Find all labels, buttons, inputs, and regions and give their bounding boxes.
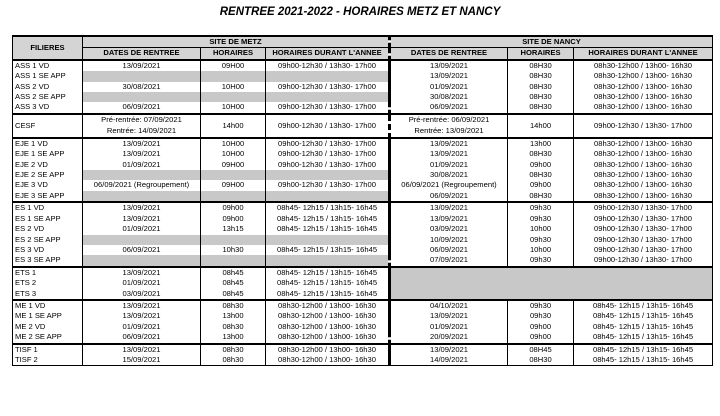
metz-date-cell [83, 114, 201, 138]
metz-date-cell: 13/09/2021 [83, 60, 201, 71]
filiere-cell: ME 1 VD [13, 300, 83, 311]
metz-annee-cell: 08h45- 12h15 / 13h15- 16h45 [266, 214, 390, 224]
metz-annee-cell: 09h00-12h30 / 13h30- 17h00 [266, 82, 390, 92]
nancy-annee-cell: 08h45- 12h15 / 13h15- 16h45 [574, 311, 713, 321]
nancy-annee-cell: 09h00-12h30 / 13h30- 17h00 [574, 235, 713, 245]
metz-annee-cell: 09h00-12h30 / 13h30- 17h00 [266, 138, 390, 149]
header-nancy-annee: HORAIRES DURANT L'ANNEE [574, 48, 713, 60]
nancy-date-cell: 13/09/2021 [390, 311, 508, 321]
header-filieres: FILIERES [13, 36, 83, 60]
filiere-cell: ES 2 VD [13, 224, 83, 234]
nancy-date-cell: 13/09/2021 [390, 202, 508, 213]
nancy-date-cell: 01/09/2021 [390, 160, 508, 170]
row-group [13, 60, 713, 114]
schedule-table [12, 35, 713, 366]
table-row [13, 180, 713, 190]
nancy-horaire-cell: 08H30 [508, 92, 574, 102]
filiere-cell: EJE 3 SE APP [13, 191, 83, 202]
table-row [13, 191, 713, 202]
header-metz-dates: DATES DE RENTREE [83, 48, 201, 60]
table-row [13, 82, 713, 92]
nancy-horaire-cell: 09h30 [508, 311, 574, 321]
nancy-annee-cell: 08h30-12h00 / 13h00- 16h30 [574, 180, 713, 190]
nancy-horaire-cell: 08H30 [508, 170, 574, 180]
nancy-horaire-cell: 09h30 [508, 255, 574, 266]
metz-date-cell: 06/09/2021 [83, 245, 201, 255]
nancy-date-cell: 06/09/2021 [390, 191, 508, 202]
nancy-annee-cell: 08h30-12h00 / 13h00- 16h30 [574, 71, 713, 81]
table-row [13, 114, 713, 138]
nancy-horaire-cell: 09h00 [508, 332, 574, 343]
metz-annee-cell: 08h45- 12h15 / 13h15- 16h45 [266, 202, 390, 213]
header-metz-annee: HORAIRES DURANT L'ANNEE [266, 48, 390, 60]
filiere-cell: ES 1 SE APP [13, 214, 83, 224]
metz-annee-cell: 08h30-12h00 / 13h00- 16h30 [266, 355, 390, 366]
nancy-horaire-cell: 08H30 [508, 60, 574, 71]
nancy-horaire-cell: 08H30 [508, 102, 574, 113]
metz-horaire-cell: 09h00 [201, 202, 266, 213]
metz-annee-cell: 09h00-12h30 / 13h30- 17h00 [266, 102, 390, 113]
filiere-cell: ASS 2 VD [13, 82, 83, 92]
nancy-annee-cell: 08h30-12h00 / 13h00- 16h30 [574, 170, 713, 180]
nancy-annee-cell: 08h45- 12h15 / 13h15- 16h45 [574, 355, 713, 366]
nancy-date-cell: 06/09/2021 (Regroupement) [390, 180, 508, 190]
metz-date-cell: 13/09/2021 [83, 214, 201, 224]
filiere-cell: ME 2 SE APP [13, 332, 83, 343]
nancy-annee-cell: 09h00-12h30 / 13h30- 17h00 [574, 114, 713, 138]
table-row [13, 322, 713, 332]
nancy-horaire-cell: 08H30 [508, 71, 574, 81]
filiere-cell: ME 1 SE APP [13, 311, 83, 321]
metz-horaire-cell: 08h45 [201, 278, 266, 288]
metz-date-cell: 30/08/2021 [83, 82, 201, 92]
metz-date-cell: 13/09/2021 [83, 311, 201, 321]
metz-annee-cell: 08h30-12h00 / 13h00- 16h30 [266, 300, 390, 311]
nancy-date-cell [390, 114, 508, 138]
table-row [13, 300, 713, 311]
table-row [13, 71, 713, 81]
metz-date-cell [83, 170, 201, 180]
metz-annee-cell: 08h45- 12h15 / 13h15- 16h45 [266, 245, 390, 255]
metz-horaire-cell: 10H00 [201, 102, 266, 113]
header-metz-horaires: HORAIRES [201, 48, 266, 60]
nancy-annee-cell: 08h30-12h00 / 13h00- 16h30 [574, 92, 713, 102]
metz-horaire-cell: 08h45 [201, 289, 266, 300]
row-group [13, 344, 713, 366]
metz-annee-cell: 08h45- 12h15 / 13h15- 16h45 [266, 224, 390, 234]
metz-annee-cell: 08h30-12h00 / 13h00- 16h30 [266, 322, 390, 332]
metz-date-cell: 13/09/2021 [83, 202, 201, 213]
table-row [13, 160, 713, 170]
nancy-annee-cell: 08h30-12h00 / 13h00- 16h30 [574, 149, 713, 159]
row-group [13, 114, 713, 138]
nancy-annee-cell: 08h30-12h00 / 13h00- 16h30 [574, 60, 713, 71]
nancy-horaire-cell: 09h30 [508, 300, 574, 311]
table-row [13, 355, 713, 366]
nancy-annee-cell: 08h30-12h00 / 13h00- 16h30 [574, 191, 713, 202]
nancy-date-cell: 03/09/2021 [390, 224, 508, 234]
nancy-annee-cell: 08h30-12h00 / 13h00- 16h30 [574, 138, 713, 149]
nancy-horaire-cell: 09h00 [508, 322, 574, 332]
filiere-cell: ME 2 VD [13, 322, 83, 332]
metz-date-cell [83, 255, 201, 266]
row-group [13, 202, 713, 266]
metz-horaire-cell: 13h15 [201, 224, 266, 234]
metz-horaire-cell: 10H00 [201, 82, 266, 92]
filiere-cell: ASS 1 SE APP [13, 71, 83, 81]
metz-annee-cell: 08h45- 12h15 / 13h15- 16h45 [266, 289, 390, 300]
filiere-cell: ES 2 SE APP [13, 235, 83, 245]
metz-date-cell: 01/09/2021 [83, 224, 201, 234]
metz-date-cell: 15/09/2021 [83, 355, 201, 366]
nancy-date-cell: 13/09/2021 [390, 138, 508, 149]
table-row [13, 344, 713, 355]
metz-annee-cell [266, 71, 390, 81]
metz-date-cell: 13/09/2021 [83, 344, 201, 355]
nancy-annee-cell: 08h45- 12h15 / 13h15- 16h45 [574, 344, 713, 355]
metz-horaire-cell: 10H00 [201, 149, 266, 159]
table-row [13, 202, 713, 213]
filiere-cell: ETS 3 [13, 289, 83, 300]
nancy-horaire-cell: 08H30 [508, 355, 574, 366]
nancy-horaire-cell: 08H30 [508, 191, 574, 202]
row-group [13, 138, 713, 202]
metz-horaire-cell: 09H00 [201, 160, 266, 170]
metz-date-cell: 01/09/2021 [83, 160, 201, 170]
nancy-date-cell-line-1: Pré-rentrée: 06/09/2021 [408, 115, 490, 125]
filiere-cell: ASS 2 SE APP [13, 92, 83, 102]
metz-annee-cell [266, 255, 390, 266]
metz-horaire-cell: 08h45 [201, 267, 266, 278]
filiere-cell: ASS 3 VD [13, 102, 83, 113]
metz-annee-cell [266, 191, 390, 202]
metz-date-cell-line-2: Rentrée: 14/09/2021 [106, 125, 177, 135]
table-row [13, 332, 713, 343]
nancy-date-cell: 20/09/2021 [390, 332, 508, 343]
metz-annee-cell: 08h30-12h00 / 13h00- 16h30 [266, 311, 390, 321]
table-row [13, 235, 713, 245]
nancy-horaire-cell: 09h00 [508, 180, 574, 190]
filiere-cell: TISF 1 [13, 344, 83, 355]
metz-horaire-cell: 08h30 [201, 344, 266, 355]
metz-horaire-cell: 09h00 [201, 214, 266, 224]
filiere-cell: EJE 2 SE APP [13, 170, 83, 180]
filiere-cell: TISF 2 [13, 355, 83, 366]
metz-date-cell [83, 71, 201, 81]
nancy-horaire-cell: 08H45 [508, 344, 574, 355]
metz-annee-cell: 09h00-12h30 / 13h30- 17h00 [266, 149, 390, 159]
nancy-empty-cell [390, 267, 713, 300]
table-row [13, 245, 713, 255]
row-group [13, 300, 713, 344]
table-row [13, 255, 713, 266]
metz-date-cell: 01/09/2021 [83, 278, 201, 288]
header-site-nancy: SITE DE NANCY [390, 36, 713, 48]
metz-horaire-cell: 13h00 [201, 311, 266, 321]
nancy-annee-cell: 08h45- 12h15 / 13h15- 16h45 [574, 300, 713, 311]
table-row [13, 60, 713, 71]
metz-annee-cell: 09h00-12h30 / 13h30- 17h00 [266, 160, 390, 170]
nancy-horaire-cell: 09h30 [508, 214, 574, 224]
table-row [13, 170, 713, 180]
metz-annee-cell: 08h30-12h00 / 13h00- 16h30 [266, 344, 390, 355]
filiere-cell: ES 1 VD [13, 202, 83, 213]
filiere-cell: EJE 3 VD [13, 180, 83, 190]
metz-horaire-cell [201, 191, 266, 202]
metz-horaire-cell [201, 170, 266, 180]
metz-date-cell [83, 92, 201, 102]
nancy-annee-cell: 08h45- 12h15 / 13h15- 16h45 [574, 332, 713, 343]
nancy-date-cell: 07/09/2021 [390, 255, 508, 266]
metz-annee-cell: 09h00-12h30 / 13h30- 17h00 [266, 60, 390, 71]
nancy-annee-cell: 09h00-12h30 / 13h30- 17h00 [574, 245, 713, 255]
metz-horaire-cell: 13h00 [201, 332, 266, 343]
metz-date-cell: 13/09/2021 [83, 267, 201, 278]
nancy-date-cell: 13/09/2021 [390, 149, 508, 159]
metz-date-cell [83, 235, 201, 245]
nancy-date-cell: 13/09/2021 [390, 60, 508, 71]
nancy-horaire-cell: 09h30 [508, 202, 574, 213]
nancy-date-cell: 06/09/2021 [390, 245, 508, 255]
table-row [13, 92, 713, 102]
metz-date-cell: 03/09/2021 [83, 289, 201, 300]
metz-annee-cell [266, 235, 390, 245]
nancy-date-cell: 01/09/2021 [390, 322, 508, 332]
filiere-cell: ASS 1 VD [13, 60, 83, 71]
nancy-horaire-cell: 10h00 [508, 245, 574, 255]
table-row [13, 149, 713, 159]
header-nancy-dates: DATES DE RENTREE [390, 48, 508, 60]
metz-date-cell: 06/09/2021 [83, 332, 201, 343]
nancy-horaire-cell: 10h00 [508, 224, 574, 234]
nancy-date-cell: 13/09/2021 [390, 71, 508, 81]
nancy-horaire-cell: 08H30 [508, 82, 574, 92]
nancy-date-cell: 06/09/2021 [390, 102, 508, 113]
metz-horaire-cell [201, 71, 266, 81]
filiere-cell: ES 3 VD [13, 245, 83, 255]
nancy-horaire-cell: 08H30 [508, 149, 574, 159]
table-header [13, 36, 713, 60]
table-row [13, 102, 713, 113]
metz-date-cell: 13/09/2021 [83, 300, 201, 311]
nancy-annee-cell: 09h00-12h30 / 13h30- 17h00 [574, 224, 713, 234]
header-site-metz: SITE DE METZ [83, 36, 390, 48]
metz-annee-cell: 08h45- 12h15 / 13h15- 16h45 [266, 267, 390, 278]
metz-horaire-cell: 09H00 [201, 180, 266, 190]
nancy-date-cell: 13/09/2021 [390, 214, 508, 224]
nancy-horaire-cell: 09h30 [508, 235, 574, 245]
table-row [13, 224, 713, 234]
table-row [13, 138, 713, 149]
metz-date-cell: 13/09/2021 [83, 138, 201, 149]
metz-date-cell: 06/09/2021 (Regroupement) [83, 180, 201, 190]
table-row [13, 214, 713, 224]
header-nancy-horaires: HORAIRES [508, 48, 574, 60]
nancy-date-cell-line-2: Rentrée: 13/09/2021 [414, 125, 484, 135]
metz-horaire-cell: 08h30 [201, 300, 266, 311]
metz-horaire-cell: 08h30 [201, 322, 266, 332]
nancy-annee-cell: 09h00-12h30 / 13h30- 17h00 [574, 202, 713, 213]
metz-annee-cell: 09h00-12h30 / 13h30- 17h00 [266, 180, 390, 190]
metz-annee-cell [266, 170, 390, 180]
metz-date-cell: 06/09/2021 [83, 102, 201, 113]
filiere-cell: EJE 2 VD [13, 160, 83, 170]
metz-annee-cell: 08h45- 12h15 / 13h15- 16h45 [266, 278, 390, 288]
metz-horaire-cell [201, 255, 266, 266]
metz-horaire-cell: 10H00 [201, 138, 266, 149]
nancy-annee-cell: 09h00-12h30 / 13h30- 17h00 [574, 214, 713, 224]
table-row [13, 267, 713, 278]
metz-annee-cell: 09h00-12h30 / 13h30- 17h00 [266, 114, 390, 138]
metz-annee-cell [266, 92, 390, 102]
nancy-horaire-cell: 13h00 [508, 138, 574, 149]
metz-date-cell: 13/09/2021 [83, 149, 201, 159]
filiere-cell: ETS 2 [13, 278, 83, 288]
filiere-cell: CESF [13, 114, 83, 138]
filiere-cell: ES 3 SE APP [13, 255, 83, 266]
nancy-date-cell: 01/09/2021 [390, 82, 508, 92]
metz-horaire-cell: 09H00 [201, 60, 266, 71]
nancy-date-cell: 30/08/2021 [390, 92, 508, 102]
nancy-annee-cell: 08h30-12h00 / 13h00- 16h30 [574, 82, 713, 92]
nancy-annee-cell: 08h45- 12h15 / 13h15- 16h45 [574, 322, 713, 332]
nancy-date-cell: 13/09/2021 [390, 344, 508, 355]
metz-date-cell: 01/09/2021 [83, 322, 201, 332]
metz-date-cell-line-1: Pré-rentrée: 07/09/2021 [101, 115, 182, 125]
nancy-horaire-cell: 14h00 [508, 114, 574, 138]
metz-horaire-cell: 10h30 [201, 245, 266, 255]
nancy-annee-cell: 08h30-12h00 / 13h00- 16h30 [574, 102, 713, 113]
metz-horaire-cell: 14h00 [201, 114, 266, 138]
nancy-date-cell: 14/09/2021 [390, 355, 508, 366]
table-row [13, 311, 713, 321]
metz-horaire-cell: 08h30 [201, 355, 266, 366]
metz-date-cell [83, 191, 201, 202]
page-title: RENTREE 2021-2022 - HORAIRES METZ ET NANCY [219, 6, 501, 18]
nancy-annee-cell: 08h30-12h00 / 13h00- 16h30 [574, 160, 713, 170]
nancy-annee-cell: 09h00-12h30 / 13h30- 17h00 [574, 255, 713, 266]
nancy-horaire-cell: 09h00 [508, 160, 574, 170]
row-group [13, 267, 713, 300]
metz-horaire-cell [201, 92, 266, 102]
nancy-date-cell: 30/08/2021 [390, 170, 508, 180]
nancy-date-cell: 10/09/2021 [390, 235, 508, 245]
filiere-cell: EJE 1 VD [13, 138, 83, 149]
nancy-date-cell: 04/10/2021 [390, 300, 508, 311]
filiere-cell: ETS 1 [13, 267, 83, 278]
metz-horaire-cell [201, 235, 266, 245]
filiere-cell: EJE 1 SE APP [13, 149, 83, 159]
metz-annee-cell: 08h30-12h00 / 13h00- 16h30 [266, 332, 390, 343]
